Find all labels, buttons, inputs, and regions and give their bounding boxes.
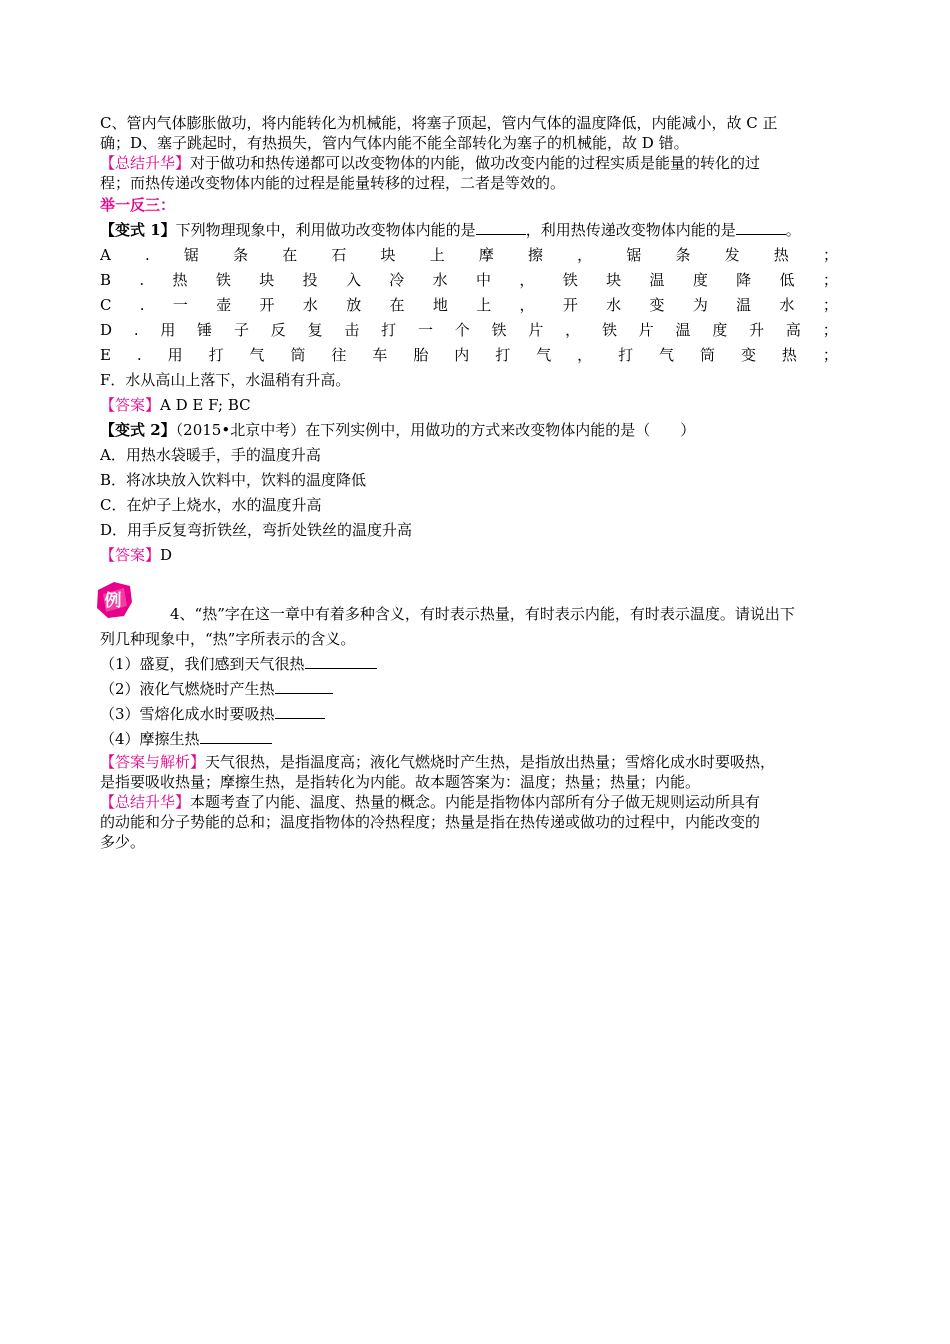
- answer-text: A D E F; BC: [160, 396, 251, 414]
- summary-text: 多少。: [100, 833, 146, 851]
- option-token: 反: [270, 321, 286, 339]
- option-token: 升: [749, 321, 765, 339]
- option-token: ，: [577, 246, 593, 264]
- option-token: 片: [638, 321, 654, 339]
- summary-block: [100, 153, 860, 193]
- option-token: ；: [822, 296, 838, 314]
- question-item: （2）液化气燃烧时产生热: [100, 680, 275, 698]
- option-token: 打: [208, 346, 224, 364]
- option-token: 开: [259, 296, 275, 314]
- option-token: 往: [331, 346, 347, 364]
- summary-text: 对于做功和热传递都可以改变物体的内能，做功改变内能的过程实质是能量的转化的过: [190, 154, 761, 172]
- option-token: 放: [346, 296, 362, 314]
- option-line: [100, 293, 838, 318]
- option-token: 铁: [215, 271, 231, 289]
- summary-text: 本题考查了内能、温度、热量的概念。内能是指物体内部所有分子做无规则运动所具有: [190, 793, 761, 811]
- option-token: 铁: [562, 271, 578, 289]
- option-token: B: [100, 271, 112, 289]
- example-number: 4、: [170, 605, 195, 623]
- variant-1-label: 【变式 1】: [100, 221, 176, 239]
- option-token: 用: [160, 321, 176, 339]
- question-item: （1）盛夏，我们感到天气很热: [100, 655, 305, 673]
- answer-text: 天气很热，是指温度高；液化气燃烧时产生热，是指放出热量；雪熔化成水时要吸热，: [205, 753, 776, 771]
- summary-label: 【总结升华】: [100, 793, 191, 811]
- question-text: 下列物理现象中，利用做功改变物体内能的是: [175, 221, 476, 239]
- question-text: （2015•北京中考）在下列实例中，用做功的方式来改变物体内能的是（ ）: [175, 421, 696, 439]
- option-token: C: [100, 296, 112, 314]
- answer-text: 是指要吸收热量；摩擦生热，是指转化为内能。故本题答案为：温度；热量；热量；内能。: [100, 773, 701, 791]
- option-token: A: [100, 246, 111, 264]
- option-token: 筒: [290, 346, 306, 364]
- option-token: .: [133, 321, 139, 339]
- summary-label: 【总结升华】: [100, 154, 191, 172]
- option-token: 用: [167, 346, 183, 364]
- option-token: 中: [476, 271, 492, 289]
- summary-text: 的动能和分子势能的总和；温度指物体的冷热程度；热量是指在热传递或做功的过程中，内能改变的: [100, 813, 761, 831]
- option-item: C．在炉子上烧水，水的温度升高: [100, 496, 322, 514]
- option-token: 水: [302, 296, 318, 314]
- summary-text: 程；而热传递改变物体内能的过程是能量转移的过程，二者是等效的。: [100, 174, 566, 192]
- option-token: 胎: [413, 346, 429, 364]
- answer-blank: [275, 702, 325, 719]
- option-token: 块: [380, 246, 396, 264]
- option-token: .: [139, 296, 145, 314]
- option-token: 水: [432, 271, 448, 289]
- option-token: 变: [740, 346, 756, 364]
- option-token: ，: [519, 271, 535, 289]
- option-token: .: [139, 271, 145, 289]
- option-token: 温: [649, 271, 665, 289]
- option-token: 筒: [700, 346, 716, 364]
- option-token: 锯: [626, 246, 642, 264]
- option-line: [100, 318, 838, 343]
- option-token: 打: [495, 346, 511, 364]
- question-text: 。: [785, 221, 801, 239]
- option-token: 度: [692, 271, 708, 289]
- option-token: 车: [372, 346, 388, 364]
- option-token: 高: [785, 321, 801, 339]
- analysis-line: 确；D、塞子跳起时，有热损失，管内气体内能不能全部转化为塞子的机械能，故 D 错。: [100, 134, 689, 152]
- question-item: （3）雪熔化成水时要吸热: [100, 705, 275, 723]
- option-token: 复: [307, 321, 323, 339]
- option-line: [100, 243, 838, 268]
- option-token: 度: [712, 321, 728, 339]
- question-item: （4）摩擦生热: [100, 730, 200, 748]
- option-token: 在: [389, 296, 405, 314]
- option-token: 块: [606, 271, 622, 289]
- option-token: ；: [822, 246, 838, 264]
- option-token: 上: [476, 296, 492, 314]
- option-token: ；: [822, 346, 838, 364]
- option-token: 打: [381, 321, 397, 339]
- option-token: 入: [345, 271, 361, 289]
- option-token: 气: [659, 346, 675, 364]
- option-token: ；: [822, 271, 838, 289]
- option-token: E: [100, 346, 111, 364]
- option-token: 打: [618, 346, 634, 364]
- option-token: ，: [577, 346, 593, 364]
- variant-2-label: 【变式 2】: [100, 421, 176, 439]
- option-token: 热: [773, 246, 789, 264]
- option-line: [100, 268, 838, 293]
- option-token: 锯: [183, 246, 199, 264]
- answer-label: 【答案】: [100, 396, 161, 414]
- option-token: 投: [302, 271, 318, 289]
- option-token: 一: [172, 296, 188, 314]
- answer-blank: [275, 677, 333, 694]
- option-token: 子: [233, 321, 249, 339]
- option-token: 水: [779, 296, 795, 314]
- option-item: A．用热水袋暖手，手的温度升高: [100, 446, 321, 464]
- option-f: F．水从高山上落下，水温稍有升高。: [100, 371, 351, 389]
- option-token: 个: [454, 321, 470, 339]
- option-token: 击: [344, 321, 360, 339]
- option-token: 为: [692, 296, 708, 314]
- option-token: 壶: [216, 296, 232, 314]
- option-item: B．将冰块放入饮料中，饮料的温度降低: [100, 471, 367, 489]
- option-token: 一: [417, 321, 433, 339]
- question-text: 列几种现象中，“热”字所表示的含义。: [100, 630, 356, 648]
- example-4: [100, 591, 860, 852]
- option-token: 上: [429, 246, 445, 264]
- option-token: 水: [606, 296, 622, 314]
- option-token: 热: [781, 346, 797, 364]
- option-token: 擦: [528, 246, 544, 264]
- option-token: 气: [249, 346, 265, 364]
- answer-text: D: [160, 546, 173, 564]
- option-token: .: [136, 346, 142, 364]
- practice-title: 举一反三：: [100, 196, 176, 214]
- question-text: “热”字在这一章中有着多种含义，有时表示热量，有时表示内能，有时表示温度。请说出下: [194, 605, 795, 623]
- option-token: 铁: [601, 321, 617, 339]
- document-page: [100, 113, 860, 852]
- option-token: 锤: [197, 321, 213, 339]
- example-4-answer: [100, 752, 860, 852]
- answer-blank: [736, 218, 786, 235]
- option-token: ，: [565, 321, 581, 339]
- option-token: 变: [649, 296, 665, 314]
- option-token: D: [100, 321, 113, 339]
- option-token: 发: [724, 246, 740, 264]
- option-token: 条: [233, 246, 249, 264]
- variant-1-options: [100, 243, 860, 368]
- answer-blank: [200, 727, 272, 744]
- option-token: 块: [259, 271, 275, 289]
- option-token: 条: [675, 246, 691, 264]
- option-line: [100, 343, 838, 368]
- example-badge-icon: [94, 580, 134, 620]
- option-token: 气: [536, 346, 552, 364]
- answer-blank: [476, 218, 526, 235]
- option-token: 温: [736, 296, 752, 314]
- analysis-line: C、管内气体膨胀做功，将内能转化为机械能，将塞子顶起，管内气体的温度降低，内能减小，故 C 正: [100, 114, 778, 132]
- option-token: 摩: [478, 246, 494, 264]
- option-token: .: [144, 246, 150, 264]
- option-token: 低: [779, 271, 795, 289]
- option-token: ，: [519, 296, 535, 314]
- option-item: D．用手反复弯折铁丝，弯折处铁丝的温度升高: [100, 521, 413, 539]
- variant-1: [100, 218, 860, 418]
- option-token: 地: [432, 296, 448, 314]
- option-token: 热: [172, 271, 188, 289]
- option-token: 石: [331, 246, 347, 264]
- option-token: 冷: [389, 271, 405, 289]
- answer-label: 【答案与解析】: [100, 753, 206, 771]
- option-token: 降: [736, 271, 752, 289]
- option-token: 内: [454, 346, 470, 364]
- example-badge-text: 例: [104, 591, 122, 611]
- option-token: ；: [822, 321, 838, 339]
- option-token: 温: [675, 321, 691, 339]
- option-token: 在: [282, 246, 298, 264]
- option-token: 片: [528, 321, 544, 339]
- question-text: ，利用热传递改变物体内能的是: [525, 221, 736, 239]
- variant-1-question: [100, 218, 860, 243]
- analysis-continuation: [100, 113, 860, 153]
- option-token: 开: [562, 296, 578, 314]
- option-token: 铁: [491, 321, 507, 339]
- variant-2: [100, 418, 860, 568]
- answer-blank: [305, 652, 377, 669]
- answer-label: 【答案】: [100, 546, 161, 564]
